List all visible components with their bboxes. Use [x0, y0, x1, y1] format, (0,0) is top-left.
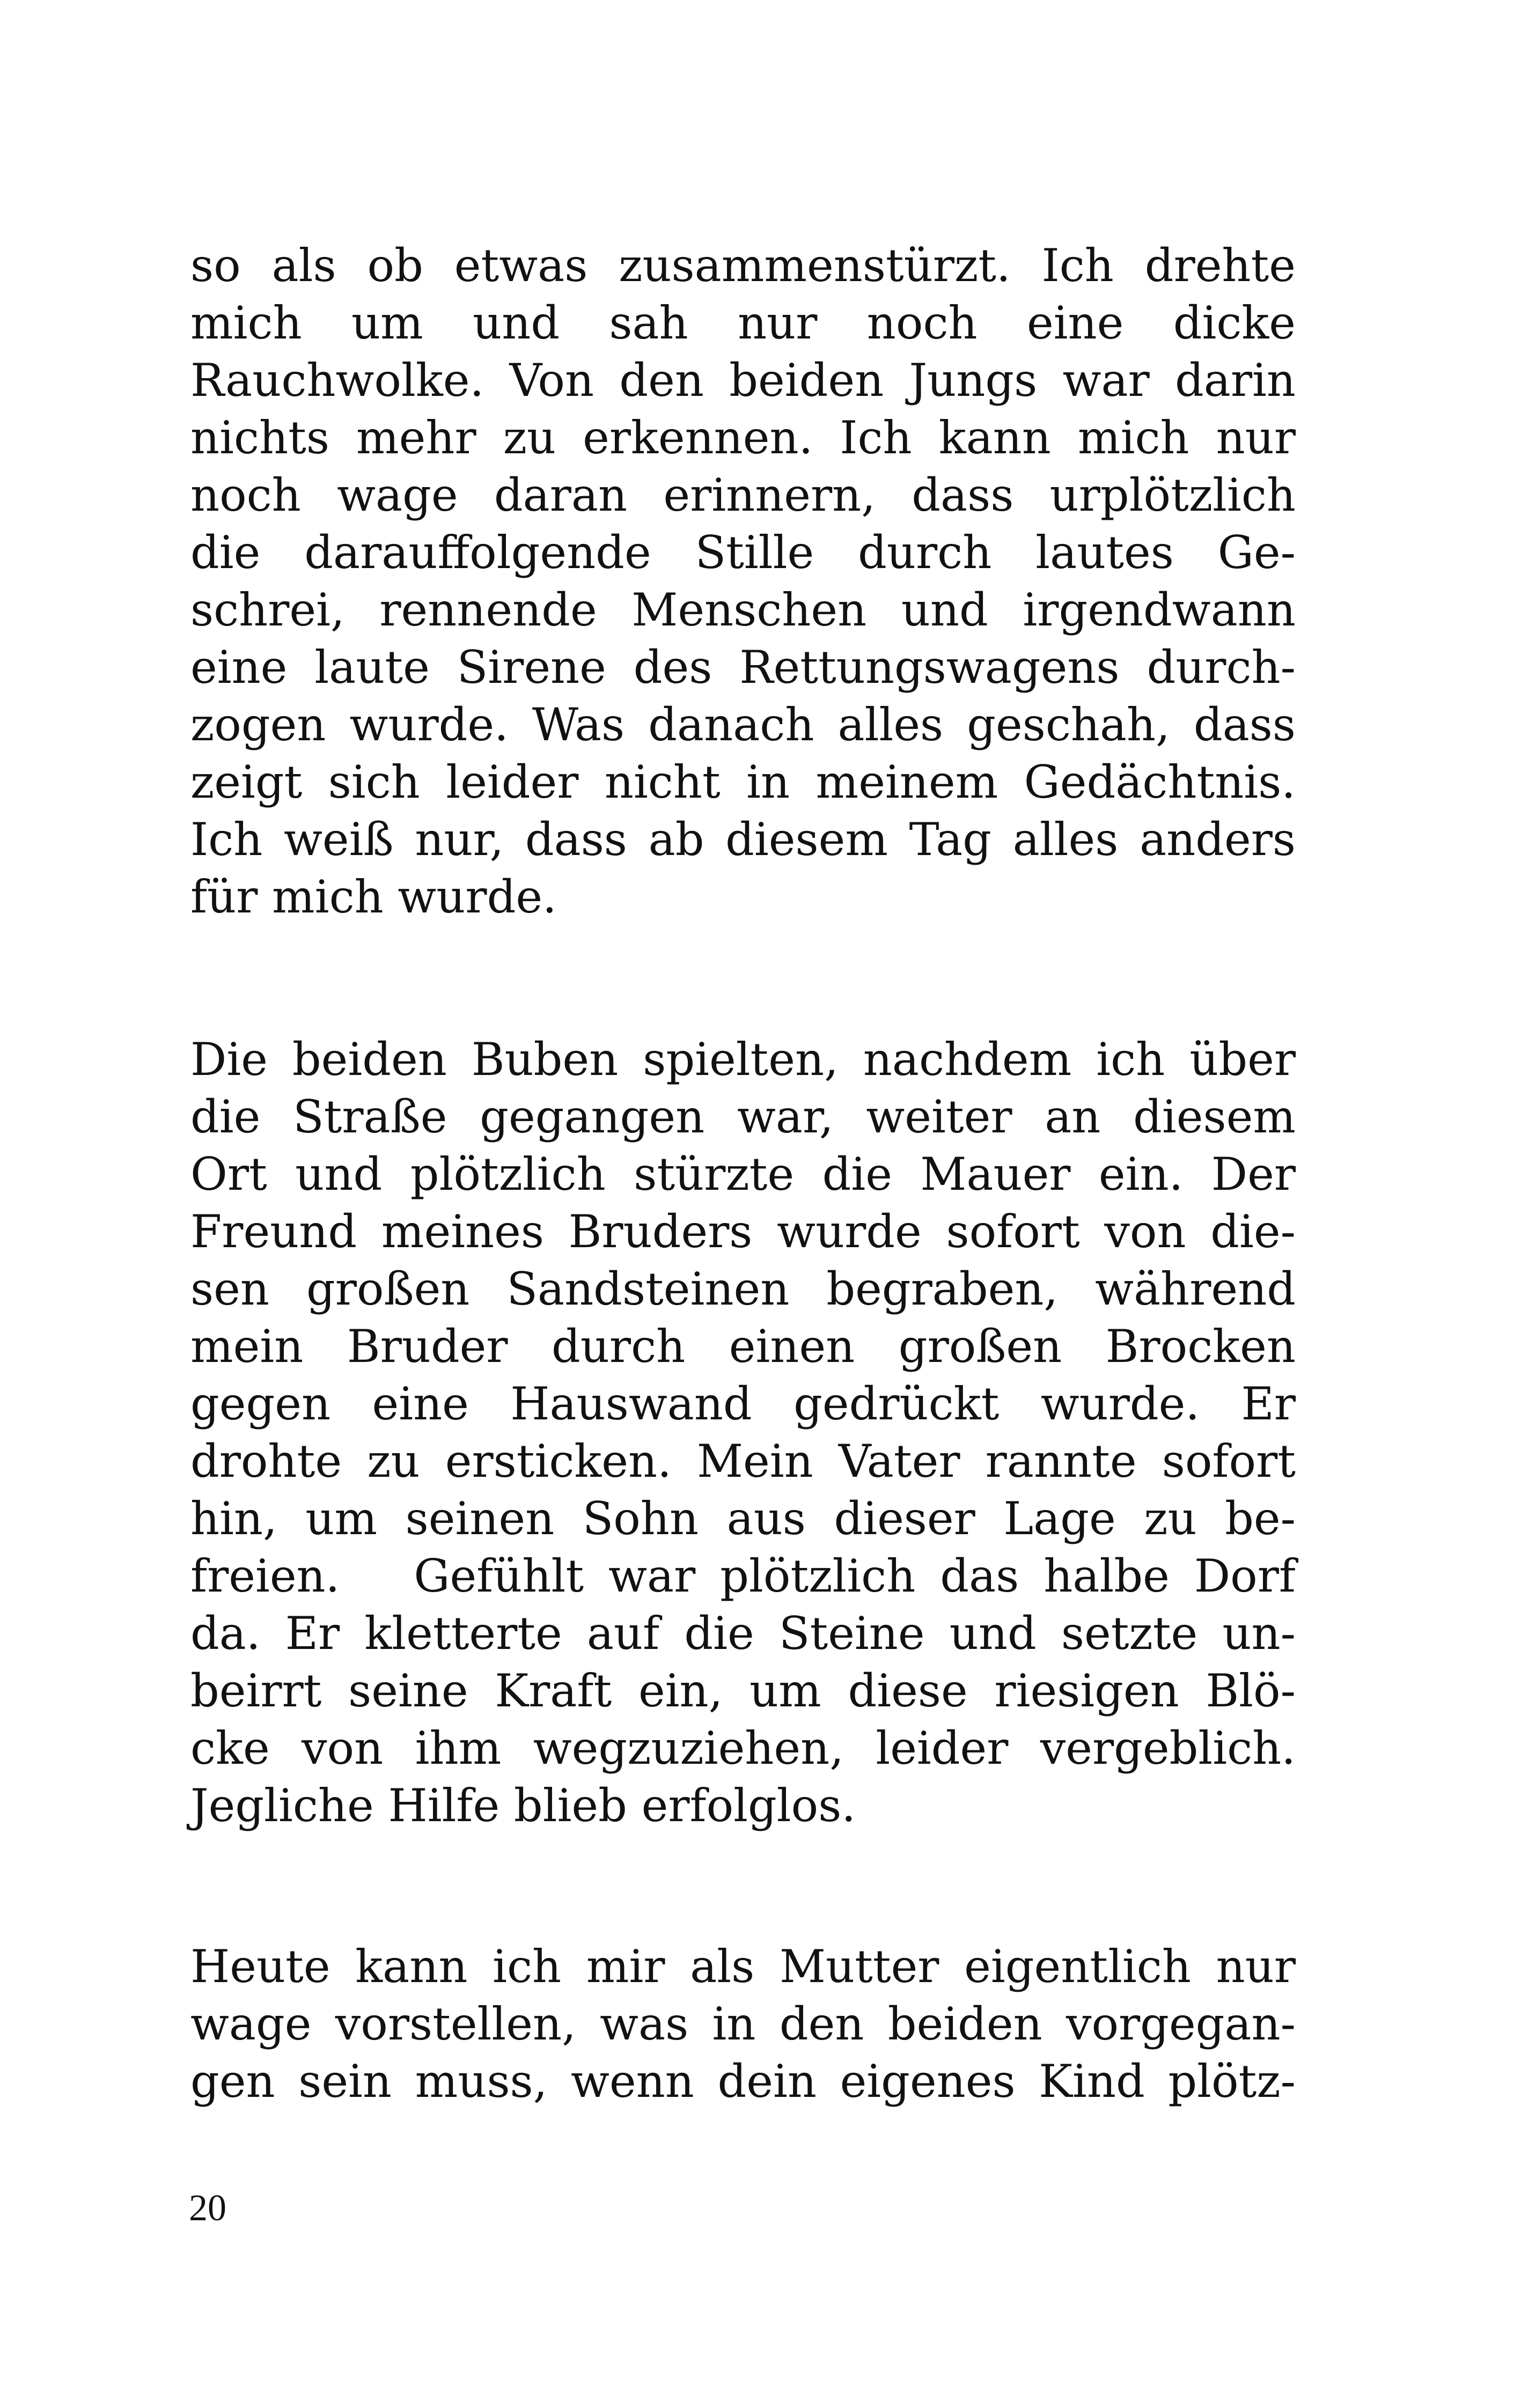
paragraph [190, 237, 1296, 926]
text-line: Rauchwolke. Von den beiden Jungs war darin [190, 354, 1296, 407]
text-line: Ort und plötzlich stürzte die Mauer ein. Der [190, 1148, 1296, 1201]
text-line: zeigt sich leider nicht in meinem Gedächtnis. [190, 756, 1296, 808]
text-line: schrei, rennende Menschen und irgendwann [190, 584, 1296, 636]
text-line: Ich weiß nur, dass ab diesem Tag alles anders [190, 813, 1296, 866]
text-line: Jegliche Hilfe blieb erfolglos. [190, 1779, 856, 1832]
text-line: noch wage daran erinnern, dass urplötzlich [190, 469, 1296, 521]
text-line: die Straße gegangen war, weiter an diesem [190, 1091, 1296, 1143]
text-line: freien. Gefühlt war plötzlich das halbe Dorf [190, 1550, 1296, 1602]
text-line: mich um und sah nur noch eine dicke [190, 297, 1296, 349]
text-line: zogen wurde. Was danach alles geschah, dass [190, 698, 1296, 751]
text-line: da. Er kletterte auf die Steine und setzte un- [190, 1607, 1296, 1660]
text-line: Die beiden Buben spielten, nachdem ich über [190, 1033, 1296, 1086]
text-line: mein Bruder durch einen großen Brocken [190, 1320, 1296, 1373]
text-line: so als ob etwas zusammenstürzt. Ich drehte [190, 239, 1296, 292]
text-line: für mich wurde. [190, 871, 557, 923]
paragraph [190, 1031, 1296, 1835]
text-line: beirrt seine Kraft ein, um diese riesigen Blö- [190, 1665, 1296, 1717]
text-line: eine laute Sirene des Rettungswagens durch- [190, 641, 1296, 694]
text-line: sen großen Sandsteinen begraben, während [190, 1263, 1296, 1315]
text-line: die darauffolgende Stille durch lautes Ge- [190, 526, 1296, 579]
text-line: gen sein muss, wenn dein eigenes Kind plötz- [190, 2055, 1296, 2108]
text-line: gegen eine Hauswand gedrückt wurde. Er [190, 1378, 1296, 1430]
text-line: cke von ihm wegzuziehen, leider vergeblich. [190, 1722, 1296, 1774]
text-line: Heute kann ich mir als Mutter eigentlich nur [190, 1940, 1296, 1993]
text-line: hin, um seinen Sohn aus dieser Lage zu be- [190, 1492, 1296, 1545]
page-number: 20 [189, 2188, 226, 2229]
text-line: wage vorstellen, was in den beiden vorgegan- [190, 1998, 1296, 2050]
text-line: Freund meines Bruders wurde sofort von die- [190, 1205, 1296, 1258]
text-line: drohte zu ersticken. Mein Vater rannte sofort [190, 1435, 1296, 1487]
text-line: nichts mehr zu erkennen. Ich kann mich nur [190, 411, 1296, 464]
paragraph [190, 1938, 1296, 2110]
